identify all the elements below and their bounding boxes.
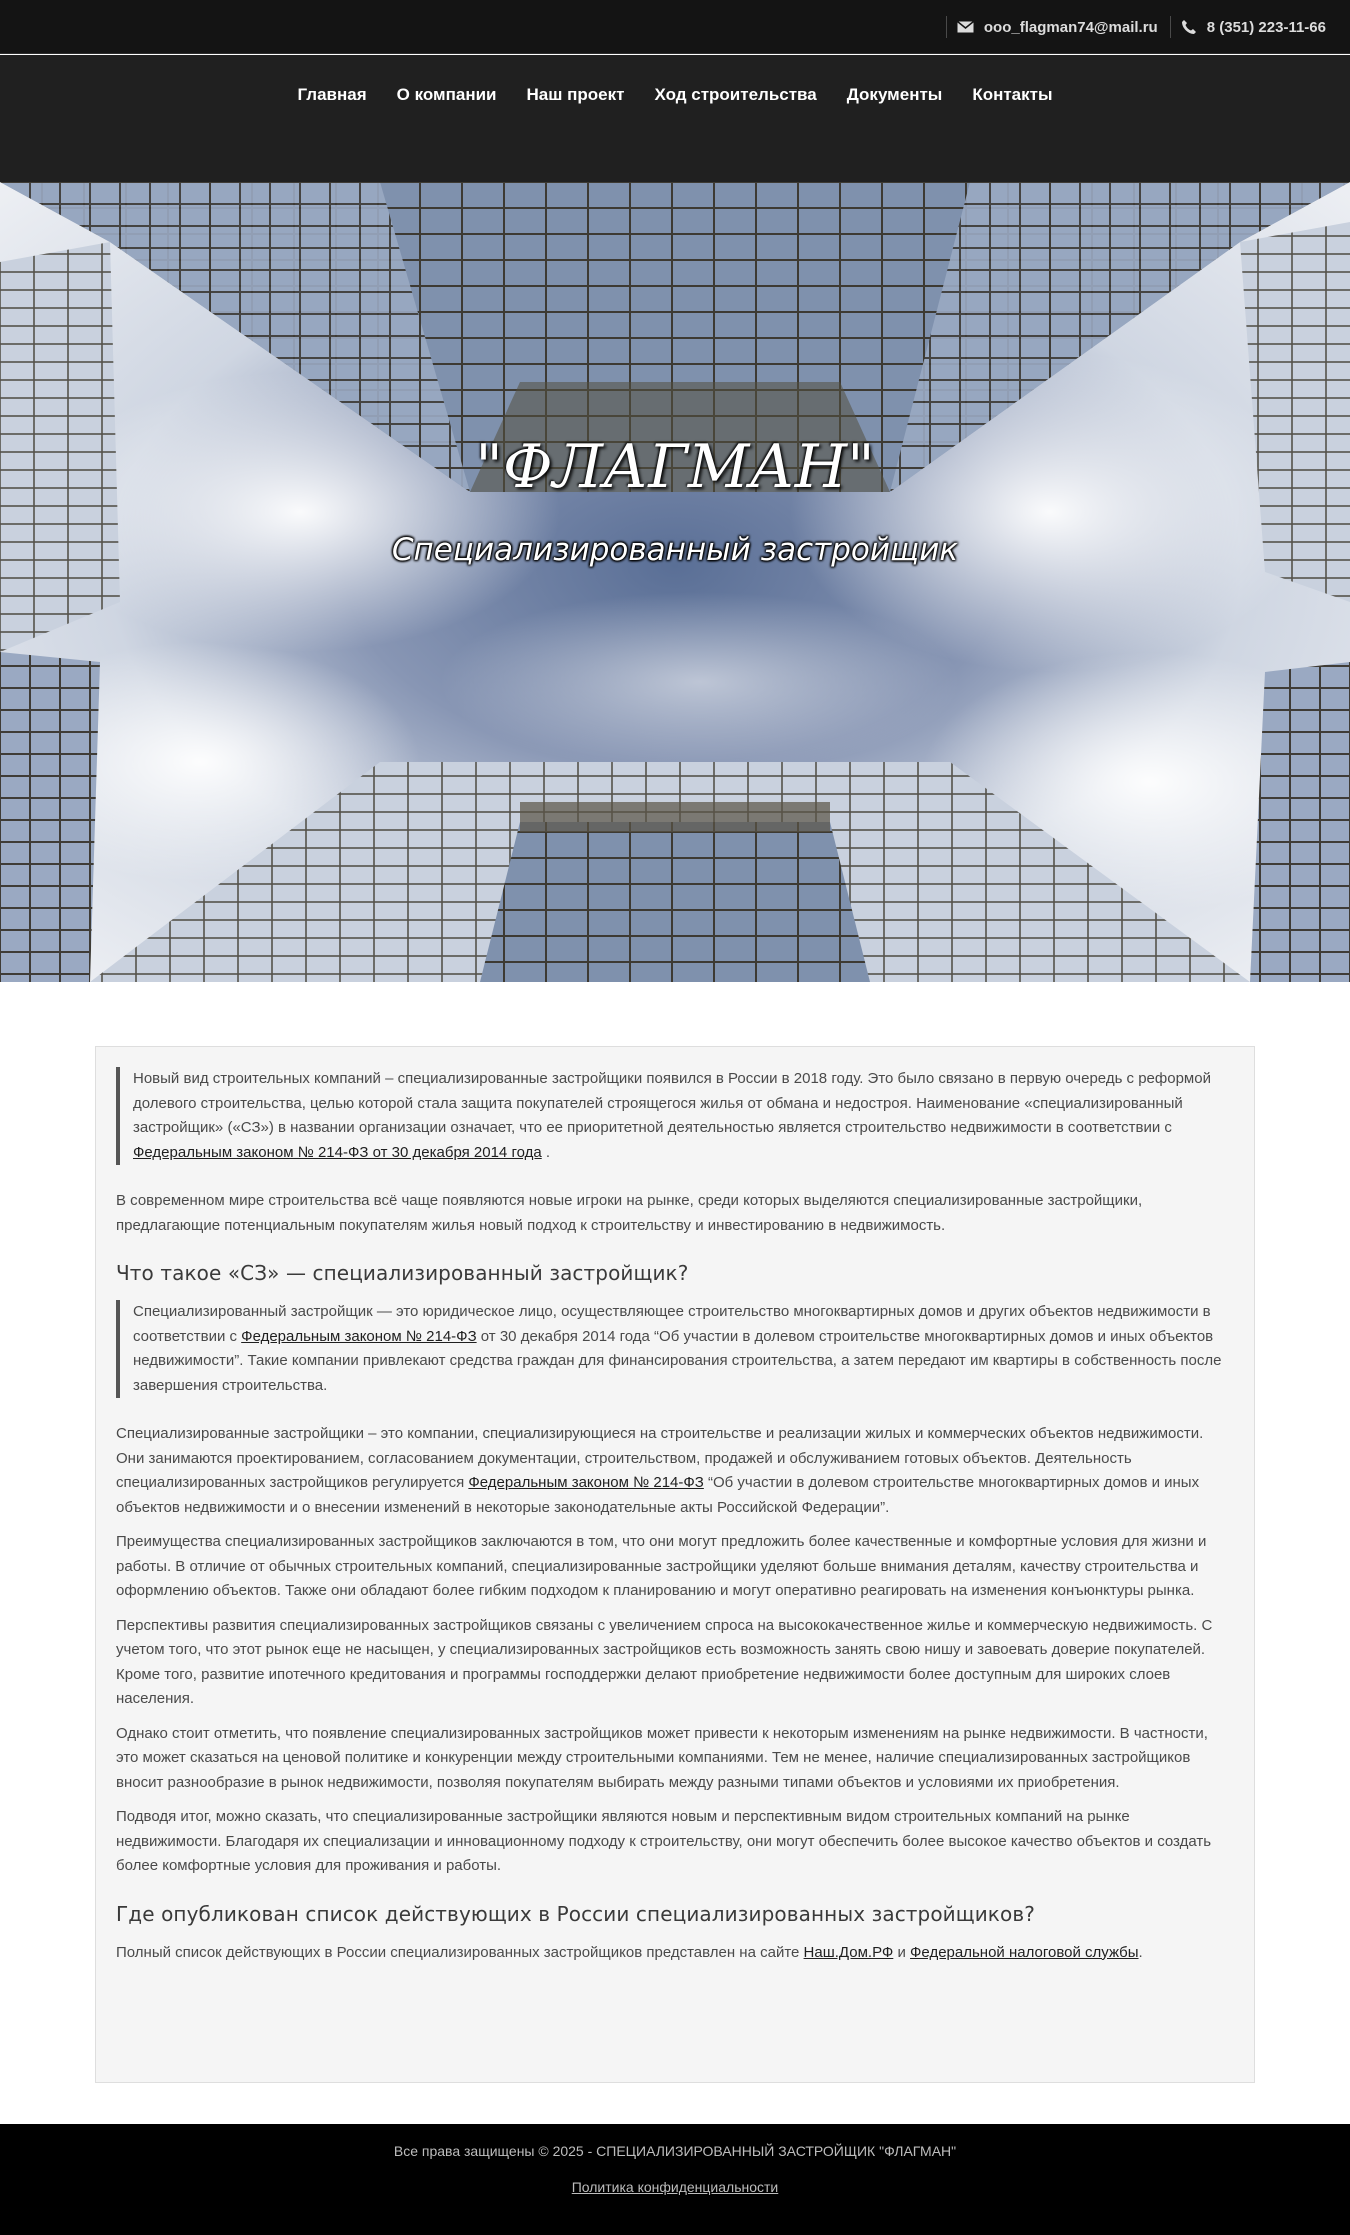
law-214-link-regulation[interactable]: Федеральным законом № 214-ФЗ <box>468 1474 704 1491</box>
section-heading-registry: Где опубликован список действующих в России специализированных застройщиков? <box>116 1901 1035 1926</box>
nav-item-home[interactable]: Главная <box>297 85 367 104</box>
nav-item-project[interactable]: Наш проект <box>526 85 625 104</box>
paragraph-registry-middle: и <box>893 1943 911 1961</box>
intro-blockquote <box>116 1067 1234 1165</box>
contact-list <box>934 0 1326 54</box>
top-contact-bar <box>0 0 1350 54</box>
paragraph-companies <box>116 1422 1234 1520</box>
nav-item-contacts[interactable]: Контакты <box>972 85 1053 104</box>
paragraph-conclusion: Подводя итог, можно сказать, что специализированные застройщики являются новым и перспективным видом строительных компаний на рынке недвижимости. Благодаря их специализации и инновационному подходу к строительству, они могут обеспечить более высокое качество объектов и создать более комфортные условия для проживания и работы. <box>116 1808 1212 1874</box>
site-footer <box>0 2124 1350 2235</box>
hero-title: "ФЛАГМАН" <box>475 432 875 502</box>
law-214-link[interactable]: Федеральным законом № 214-ФЗ от 30 декабря 2014 года <box>133 1143 542 1161</box>
intro-quote-text-end: . <box>541 1143 551 1161</box>
definition-quote-text <box>133 1300 1234 1398</box>
paragraph-companies-end: “Об участии в долевом строительстве многоквартирных домов и иных объектов недвижимости и о внесении изменений в некоторые законодательные акты Российской Федерации”. <box>116 1474 1200 1516</box>
intro-quote-text <box>133 1067 1234 1165</box>
email-contact[interactable] <box>946 16 1158 38</box>
paragraph-market-impact: Однако стоит отметить, что появление специализированных застройщиков может привести к некоторым изменениям на рынке недвижимости. В частности, это может сказаться на ценовой политике и конкуренции между строительными компаниями. Тем не менее, наличие специализированных застройщиков вносит разнообразие в рынок недвижимости, позволяя покупателям выбирать между разными типами объектов и условиями их приобретения. <box>116 1724 1208 1791</box>
paragraph-advantages: Преимущества специализированных застройщиков заключаются в том, что они могут предложить более качественные и комфортные условия для жизни и работы. В отличие от обычных строительных компаний, специализированные застройщики уделяют больше внимания деталям, качеству строительства и оформлению объектов. Также они обладают более гибким подходом к планированию и могут оперативно реагировать на изменения конъюнктуры рынка. <box>116 1533 1207 1599</box>
phone-icon <box>1181 19 1197 35</box>
paragraph-intro: В современном мире строительства всё чаще появляются новые игроки на рынке, среди которых выделяются специализированные застройщики, предлагающие потенциальным покупателям жилья новый подход к строительству и инвестированию в недвижимость. <box>116 1192 1143 1234</box>
section-heading-what-is: Что такое «СЗ» — специализированный застройщик? <box>116 1261 689 1285</box>
paragraph-registry <box>116 1941 1234 1966</box>
paragraph-registry-end: . <box>1138 1943 1143 1961</box>
intro-quote-text-start: Новый вид строительных компаний – специализированные застройщики появился в России в 2018 году. Это было связано в первую очередь с реформой долевого строительства, целью которой стала защита покупателей строящегося жилья от обмана и недостроя. Наименование «специализированный застройщик» («СЗ») в названии организации означает, что ее приоритетной деятельностью является строительство недвижимости в соответствии с <box>133 1070 1211 1136</box>
paragraph-prospects: Перспективы развития специализированных застройщиков связаны с увеличением спроса на высококачественное жилье и коммерческую недвижимость. С учетом того, что этот рынок еще не насыщен, у специализированных застройщиков есть возможность занять свою нишу и завоевать доверие покупателей. Кроме того, развитие ипотечного кредитования и программы господдержки делают приобретение недвижимости более доступным для широких слоев населения. <box>116 1616 1213 1707</box>
hero-subtitle: Специализированный застройщик <box>391 532 959 568</box>
nav-item-construction[interactable]: Ход строительства <box>654 85 817 104</box>
law-214-link-definition[interactable]: Федеральным законом № 214-ФЗ <box>241 1327 477 1345</box>
nav-item-documents[interactable]: Документы <box>846 85 943 104</box>
email-text[interactable]: ooo_flagman74@mail.ru <box>983 18 1158 36</box>
article-content <box>95 1046 1255 2083</box>
paragraph-companies-start: Специализированные застройщики – это компании, специализирующиеся на строительстве и реализации жилых и коммерческих объектов недвижимости. Они занимаются проектированием, согласованием документации, строительством, продажей и обслуживанием готовых объектов. Деятельность специализированных застройщиков регулируется <box>116 1425 1204 1491</box>
nav-item-about[interactable]: О компании <box>396 85 497 104</box>
main-nav <box>0 55 1350 115</box>
footer-copyright: Все права защищены © 2025 - СПЕЦИАЛИЗИРОВАННЫЙ ЗАСТРОЙЩИК "ФЛАГМАН" <box>393 2143 957 2159</box>
hero-background-image <box>0 182 1350 982</box>
definition-blockquote <box>116 1300 1234 1398</box>
definition-text-start: Специализированный застройщик — это юридическое лицо, осуществляющее строительство многоквартирных домов и других объектов недвижимости в соответствии с <box>133 1303 1211 1345</box>
main-navbar <box>0 55 1350 182</box>
phone-text[interactable]: 8 (351) 223-11-66 <box>1206 18 1326 36</box>
envelope-icon <box>957 21 974 33</box>
phone-contact[interactable] <box>1170 16 1326 38</box>
privacy-policy-link[interactable]: Политика конфиденциальности <box>571 2179 779 2195</box>
hero-banner <box>0 182 1350 982</box>
tax-service-link[interactable]: Федеральной налоговой службы <box>910 1943 1139 1961</box>
nash-dom-rf-link[interactable]: Наш.Дом.РФ <box>803 1943 894 1961</box>
paragraph-registry-start: Полный список действующих в России специализированных застройщиков представлен на сайте <box>116 1943 804 1961</box>
definition-text-end: от 30 декабря 2014 года “Об участии в долевом строительстве многоквартирных домов и иных объектов недвижимости”. Такие компании привлекают средства граждан для финансирования строительства, а затем передают им квартиры в собственность после завершения строительства. <box>133 1327 1222 1394</box>
footer-privacy-wrapper <box>0 2179 1350 2197</box>
